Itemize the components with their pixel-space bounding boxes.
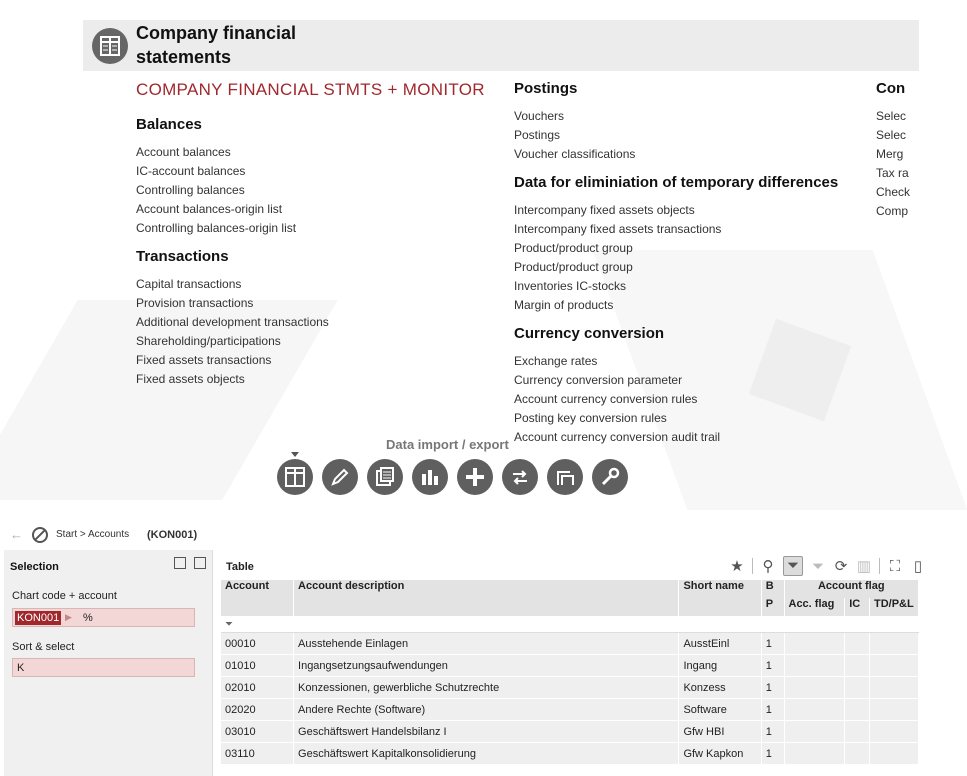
cell-tdpl (869, 743, 918, 765)
menu-group-currency (514, 325, 838, 447)
table-row[interactable] (221, 699, 919, 721)
account-wildcard: % (83, 612, 93, 624)
cell-acc-flag (784, 743, 845, 765)
search-icon[interactable]: ⚲ (762, 558, 774, 575)
menu-item[interactable]: Check (876, 185, 911, 199)
cell-ic (845, 721, 870, 743)
group-title: Postings (514, 80, 578, 97)
menu-item[interactable]: Account balances (136, 145, 231, 159)
filter-icon: ⏷ (225, 619, 233, 630)
col-header-account[interactable]: Account (221, 580, 294, 616)
financial-statements-icon (92, 28, 128, 64)
table-row[interactable] (221, 721, 919, 743)
cell-description: Ingangsetzungsaufwendungen (294, 655, 679, 677)
table-title: Table (226, 561, 254, 573)
sort-select-label: Sort & select (12, 641, 75, 653)
menu-column-3 (876, 80, 919, 221)
selection-panel (4, 550, 213, 776)
cell-tdpl (869, 699, 918, 721)
menu-item[interactable]: Margin of products (514, 298, 614, 312)
exchange-icon[interactable] (502, 459, 538, 495)
panel-toggle-icon[interactable]: ▯ (913, 558, 923, 575)
accounts-table (221, 580, 919, 765)
cell-short-name: Gfw HBI (679, 721, 761, 743)
cell-bp: 1 (761, 743, 784, 765)
cell-account: 02020 (221, 699, 294, 721)
cell-description: Geschäftswert Handelsbilanz I (294, 721, 679, 743)
menu-item[interactable]: Voucher classifications (514, 147, 636, 161)
table-row[interactable] (221, 655, 919, 677)
cell-short-name: Software (679, 699, 761, 721)
chart-code-field[interactable] (12, 608, 195, 627)
breadcrumb-bar (0, 520, 919, 548)
menu-column-1 (136, 80, 485, 399)
selection-panel-tools (174, 557, 206, 569)
filter-cell[interactable] (869, 616, 918, 633)
group-title: Currency conversion (514, 325, 665, 342)
cell-account: 01010 (221, 655, 294, 677)
menu-group-elimination (514, 174, 838, 315)
cell-bp: 1 (761, 655, 784, 677)
menu-item[interactable]: Shareholding/participations (136, 334, 281, 348)
table-toolbar (729, 556, 926, 576)
menu-item[interactable]: Account currency conversion rules (514, 392, 698, 406)
cell-ic (845, 743, 870, 765)
filter-cell[interactable] (761, 616, 784, 633)
menu-item[interactable]: Vouchers (514, 109, 565, 123)
menu-item[interactable]: Comp (876, 204, 909, 218)
menu-item[interactable]: Controlling balances (136, 183, 245, 197)
separator (879, 558, 880, 574)
table-row[interactable] (221, 743, 919, 765)
cell-description: Andere Rechte (Software) (294, 699, 679, 721)
filter-cell[interactable] (784, 616, 845, 633)
page-title (136, 21, 336, 69)
col-header-account-flag[interactable]: Account flag (784, 580, 919, 598)
cell-short-name: AusstEinl (679, 633, 761, 655)
cell-description: Ausstehende Einlagen (294, 633, 679, 655)
cell-account: 03010 (221, 721, 294, 743)
cell-description: Konzessionen, gewerbliche Schutzrechte (294, 677, 679, 699)
col-header-description[interactable]: Account description (294, 580, 679, 616)
cell-short-name: Konzess (679, 677, 761, 699)
menu-item[interactable]: Product/product group (514, 241, 633, 255)
menu-item[interactable]: Account currency conversion audit trail (514, 430, 721, 444)
cell-tdpl (869, 655, 918, 677)
cell-short-name: Ingang (679, 655, 761, 677)
cell-bp: 1 (761, 721, 784, 743)
cell-ic (845, 677, 870, 699)
filter-clear-icon[interactable]: ⏷ (811, 557, 824, 575)
cross-icon[interactable] (457, 459, 493, 495)
sort-select-value: K (17, 662, 25, 674)
col-header-acc-flag[interactable]: Acc. flag (784, 598, 845, 616)
cell-acc-flag (784, 655, 845, 677)
sort-select-field[interactable] (12, 658, 195, 677)
menu-item[interactable]: Inventories IC-stocks (514, 279, 627, 293)
cell-account: 03110 (221, 743, 294, 765)
documents-icon[interactable] (367, 459, 403, 495)
cell-description: Geschäftswert Kapitalkonsolidierung (294, 743, 679, 765)
cell-bp: 1 (761, 677, 784, 699)
col-header-tdpl[interactable]: TD/P&L (869, 598, 918, 616)
star-icon[interactable]: ★ (730, 558, 744, 575)
breadcrumb[interactable]: Start > Accounts (56, 529, 130, 540)
page-title-line1: Company financial (136, 23, 297, 43)
module-toolbar (277, 459, 628, 495)
cell-short-name: Gfw Kapkon (679, 743, 761, 765)
statements-icon[interactable] (277, 459, 313, 495)
menu-item[interactable]: Fixed assets objects (136, 372, 245, 386)
menu-group-postings (514, 80, 838, 164)
group-title: Transactions (136, 248, 229, 265)
filter-row (221, 616, 919, 633)
copy-icon[interactable] (547, 459, 583, 495)
menu-item[interactable]: Account balances-origin list (136, 202, 283, 216)
expand-icon[interactable]: ⛶ (889, 557, 901, 575)
cell-bp: 1 (761, 699, 784, 721)
table-row[interactable] (221, 677, 919, 699)
filter-cell[interactable] (845, 616, 870, 633)
menu-item[interactable]: Controlling balances-origin list (136, 221, 297, 235)
menu-item[interactable]: Merg (876, 147, 904, 161)
cell-bp: 1 (761, 633, 784, 655)
monitor-heading[interactable]: COMPANY FINANCIAL STMTS + MONITOR (136, 80, 485, 99)
page-title-line2: statements (136, 47, 232, 67)
menu-item[interactable]: Additional development transactions (136, 315, 329, 329)
back-arrow-icon[interactable]: ← (10, 527, 23, 542)
filter-cell[interactable] (221, 616, 294, 633)
filter-cell[interactable] (679, 616, 761, 633)
expand-icon[interactable] (174, 557, 186, 569)
menu-item[interactable]: Intercompany fixed assets transactions (514, 222, 722, 236)
cell-acc-flag (784, 633, 845, 655)
col-header-ic[interactable]: IC (845, 598, 870, 616)
menu-item[interactable]: IC-account balances (136, 164, 246, 178)
col-header-p[interactable]: P (761, 598, 784, 616)
group-title: Data for eliminiation of temporary differences (514, 174, 839, 191)
cell-ic (845, 699, 870, 721)
bar-chart-icon[interactable] (412, 459, 448, 495)
group-title: Balances (136, 116, 202, 133)
menu-column-2 (514, 80, 838, 457)
menu-group-balances (136, 116, 485, 238)
cell-tdpl (869, 721, 918, 743)
accounts-app (0, 520, 923, 776)
panel-toggle-icon[interactable] (194, 557, 206, 569)
selection-title: Selection (10, 561, 59, 573)
filter-icon[interactable]: ⏷ (783, 556, 803, 576)
chart-icon[interactable]: ▥ (856, 558, 872, 575)
menu-item[interactable]: Provision transactions (136, 296, 254, 310)
col-header-b[interactable]: B (761, 580, 784, 598)
menu-item[interactable]: Fixed assets transactions (136, 353, 272, 367)
separator (752, 558, 753, 574)
cell-tdpl (869, 677, 918, 699)
cell-acc-flag (784, 721, 845, 743)
group-title: Con (876, 80, 906, 97)
menu-item[interactable]: Tax ra (876, 166, 909, 180)
filter-cell[interactable] (294, 616, 679, 633)
cell-acc-flag (784, 677, 845, 699)
cell-account: 00010 (221, 633, 294, 655)
menu-item[interactable]: Currency conversion parameter (514, 373, 683, 387)
cell-tdpl (869, 633, 918, 655)
cell-ic (845, 655, 870, 677)
menu-item[interactable]: Posting key conversion rules (514, 411, 667, 425)
menu-item[interactable]: Exchange rates (514, 354, 598, 368)
chart-code-value: KON001 (17, 612, 60, 624)
chart-code-label: Chart code + account (12, 590, 117, 602)
menu-item[interactable]: Capital transactions (136, 277, 242, 291)
wrench-icon[interactable] (592, 459, 628, 495)
menu-item[interactable]: Selec (876, 128, 907, 142)
play-arrow-icon: ▶ (65, 612, 72, 622)
cell-ic (845, 633, 870, 655)
table-row[interactable] (221, 633, 919, 655)
refresh-icon[interactable]: ⟳ (834, 558, 848, 575)
menu-item[interactable]: Selec (876, 109, 907, 123)
cell-account: 02010 (221, 677, 294, 699)
pencil-icon[interactable] (322, 459, 358, 495)
data-import-export-label: Data import / export (386, 437, 509, 452)
menu-item[interactable]: Product/product group (514, 260, 633, 274)
col-header-short-name[interactable]: Short name (679, 580, 761, 616)
menu-group-transactions (136, 248, 485, 389)
table-panel (221, 550, 923, 776)
cell-acc-flag (784, 699, 845, 721)
menu-item[interactable]: Postings (514, 128, 561, 142)
breadcrumb-code: (KON001) (147, 529, 198, 541)
menu-item[interactable]: Intercompany fixed assets objects (514, 203, 695, 217)
cancel-icon[interactable] (32, 527, 48, 543)
